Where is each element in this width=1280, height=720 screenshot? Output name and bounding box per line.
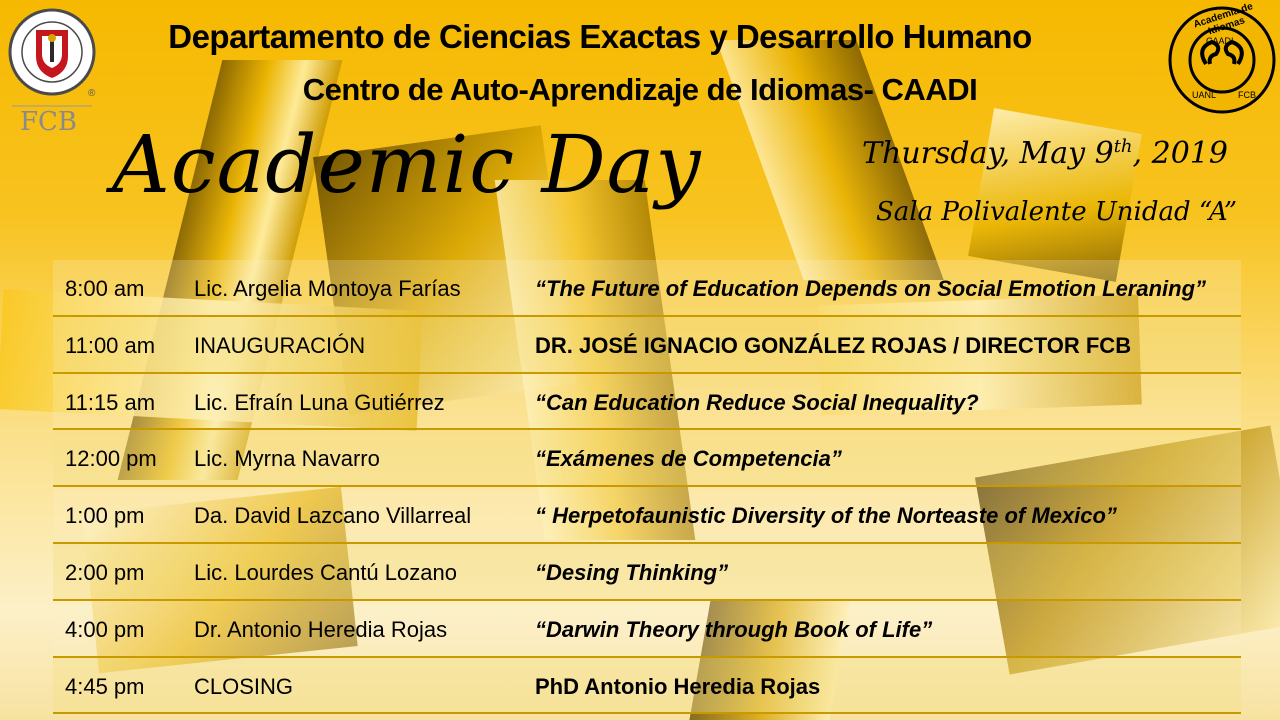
date-year: , 2019 — [1132, 136, 1228, 171]
fcb-small-text: FCB — [1238, 90, 1256, 100]
schedule-time: 12:00 pm — [65, 446, 157, 472]
schedule-topic: PhD Antonio Heredia Rojas — [535, 673, 821, 699]
registered-mark: ® — [88, 88, 96, 99]
schedule-time: 11:00 am — [65, 332, 156, 358]
schedule-row — [53, 487, 1241, 544]
schedule-time: 11:15 am — [65, 389, 156, 415]
schedule-row — [53, 374, 1241, 431]
schedule-topic: “The Future of Education Depends on Social Emotion Leraning” — [535, 276, 1207, 301]
schedule-topic: “Darwin Theory through Book of Life” — [535, 616, 933, 642]
schedule-speaker: Dr. Antonio Heredia Rojas — [194, 616, 448, 642]
schedule-row — [53, 260, 1241, 317]
schedule-row — [53, 430, 1241, 487]
schedule-time: 4:00 pm — [65, 616, 145, 642]
schedule-time: 8:00 am — [65, 276, 145, 301]
event-venue: Sala Polivalente Unidad “A” — [876, 197, 1238, 227]
uanl-text: UANL — [1192, 90, 1217, 100]
gold-shape — [968, 108, 1142, 282]
schedule-table — [53, 260, 1241, 714]
department-title: Departamento de Ciencias Exactas y Desarrollo Humano — [168, 18, 1032, 55]
event-title: Academic Day — [112, 118, 702, 211]
schedule-speaker: CLOSING — [194, 673, 294, 699]
event-date — [862, 136, 1228, 171]
caadi-center-text: CAADI — [1206, 36, 1234, 46]
date-main: Thursday, May 9 — [862, 136, 1114, 171]
schedule-row — [53, 601, 1241, 658]
schedule-row — [53, 544, 1241, 601]
schedule-topic: “Exámenes de Competencia” — [535, 446, 842, 472]
schedule-topic: “Desing Thinking” — [535, 559, 729, 585]
schedule-time: 2:00 pm — [65, 559, 145, 585]
schedule-speaker: Lic. Efraín Luna Gutiérrez — [194, 389, 445, 415]
schedule-time: 4:45 pm — [65, 673, 145, 699]
schedule-topic: “ Herpetofaunistic Diversity of the Norteaste of Mexico” — [535, 503, 1117, 529]
caadi-ring-text: Academia de Idiomas — [1192, 1, 1255, 38]
schedule-topic: DR. JOSÉ IGNACIO GONZÁLEZ ROJAS / DIRECTOR FCB — [535, 332, 1132, 358]
schedule-speaker: Da. David Lazcano Villarreal — [194, 503, 472, 529]
date-suffix: th — [1113, 136, 1133, 157]
center-title: Centro de Auto-Aprendizaje de Idiomas- CAADI — [302, 72, 978, 107]
schedule-row — [53, 658, 1241, 715]
schedule-time: 1:00 pm — [65, 503, 145, 529]
schedule-speaker: Lic. Argelia Montoya Farías — [194, 276, 461, 301]
schedule-speaker: Lic. Myrna Navarro — [194, 446, 380, 472]
fcb-logo-text: FCB — [20, 107, 78, 137]
schedule-topic: “Can Education Reduce Social Inequality? — [535, 389, 979, 415]
schedule-speaker: Lic. Lourdes Cantú Lozano — [194, 559, 457, 585]
schedule-speaker: INAUGURACIÓN — [194, 332, 366, 358]
schedule-row — [53, 317, 1241, 374]
